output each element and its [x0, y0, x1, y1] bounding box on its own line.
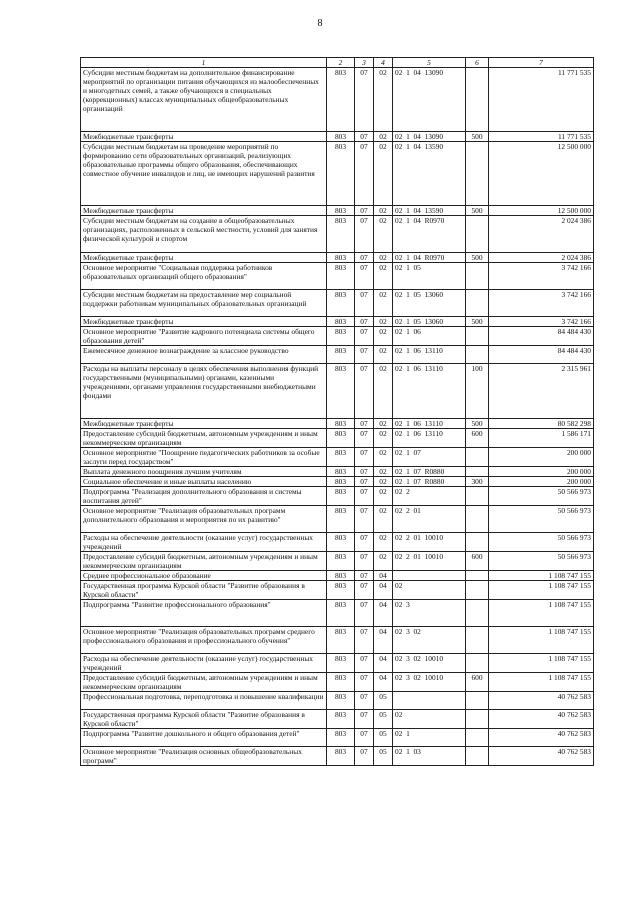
row-ministry-code: 803 [327, 132, 355, 142]
row-expense-type [466, 692, 489, 710]
row-target-article: 02 1 04 13090 [393, 68, 466, 132]
row-target-article: 02 1 06 13110 [393, 419, 466, 429]
row-section-code: 07 [355, 253, 374, 263]
row-section-code: 07 [355, 263, 374, 290]
row-amount: 12 500 000 [489, 142, 594, 206]
row-description: Подпрограмма "Реализация дополнительного образования и системы воспитания детей" [81, 487, 327, 506]
row-description: Основное мероприятие "Реализация образовательных программ среднего профессионального образования и профессионального обучения" [81, 627, 327, 654]
row-description: Предоставление субсидий бюджетным, автономным учреждениям и иным некоммерческим организациям [81, 429, 327, 448]
row-target-article: 02 1 07 R0880 [393, 477, 466, 487]
row-expense-type [466, 290, 489, 317]
row-amount: 40 762 583 [489, 710, 594, 729]
table-row [81, 263, 594, 290]
table-row [81, 448, 594, 467]
row-subsection-code: 02 [374, 216, 393, 253]
table-row [81, 253, 594, 263]
row-subsection-code: 02 [374, 132, 393, 142]
row-ministry-code: 803 [327, 364, 355, 419]
row-section-code: 07 [355, 673, 374, 692]
row-ministry-code: 803 [327, 429, 355, 448]
row-expense-type [466, 654, 489, 673]
row-subsection-code: 02 [374, 419, 393, 429]
row-expense-type [466, 327, 489, 346]
row-description: Государственная программа Курской области "Развитие образования в Курской области" [81, 581, 327, 600]
table-row [81, 600, 594, 627]
row-subsection-code: 02 [374, 346, 393, 364]
row-ministry-code: 803 [327, 571, 355, 581]
row-target-article: 02 3 02 [393, 627, 466, 654]
row-section-code: 07 [355, 419, 374, 429]
row-expense-type: 500 [466, 132, 489, 142]
table-row [81, 68, 594, 132]
row-target-article: 02 1 05 [393, 263, 466, 290]
row-description: Государственная программа Курской области "Развитие образования в Курской области" [81, 710, 327, 729]
row-description: Межбюджетные трансферты [81, 317, 327, 327]
row-ministry-code: 803 [327, 552, 355, 571]
row-amount: 1 108 747 155 [489, 627, 594, 654]
row-amount: 84 484 430 [489, 327, 594, 346]
row-amount: 2 024 386 [489, 216, 594, 253]
row-amount: 50 566 973 [489, 487, 594, 506]
row-target-article [393, 692, 466, 710]
row-target-article: 02 1 04 13590 [393, 142, 466, 206]
row-subsection-code: 02 [374, 263, 393, 290]
row-subsection-code: 02 [374, 477, 393, 487]
row-target-article: 02 1 05 13060 [393, 290, 466, 317]
row-ministry-code: 803 [327, 142, 355, 206]
row-target-article: 02 1 05 13060 [393, 317, 466, 327]
row-amount: 1 586 171 [489, 429, 594, 448]
row-ministry-code: 803 [327, 327, 355, 346]
table-row [81, 729, 594, 747]
row-subsection-code: 02 [374, 448, 393, 467]
row-subsection-code: 02 [374, 487, 393, 506]
header-cell: 3 [355, 58, 374, 68]
row-expense-type: 600 [466, 429, 489, 448]
table-row [81, 346, 594, 364]
row-section-code: 07 [355, 206, 374, 216]
row-subsection-code: 02 [374, 327, 393, 346]
row-ministry-code: 803 [327, 581, 355, 600]
row-target-article: 02 1 07 [393, 448, 466, 467]
row-target-article: 02 1 06 [393, 327, 466, 346]
row-subsection-code: 04 [374, 673, 393, 692]
row-ministry-code: 803 [327, 346, 355, 364]
row-ministry-code: 803 [327, 206, 355, 216]
table-row [81, 506, 594, 533]
table-row [81, 692, 594, 710]
row-description: Субсидии местным бюджетам на дополнительное финансирование мероприятий по организации питания обучающихся из малообеспеченных и многодетных семей, а также обучающихся в специальных (коррекционных) классах муниципальных общеобразовательных организаций [81, 68, 327, 132]
row-subsection-code: 02 [374, 317, 393, 327]
table-row [81, 654, 594, 673]
row-amount: 1 108 747 155 [489, 571, 594, 581]
row-amount: 3 742 166 [489, 317, 594, 327]
row-description: Основное мероприятие "Развитие кадрового потенциала системы общего образования детей" [81, 327, 327, 346]
row-subsection-code: 02 [374, 253, 393, 263]
row-section-code: 07 [355, 467, 374, 477]
table-row [81, 419, 594, 429]
row-subsection-code: 04 [374, 571, 393, 581]
row-amount: 3 742 166 [489, 263, 594, 290]
row-target-article: 02 2 01 10010 [393, 552, 466, 571]
row-expense-type: 600 [466, 673, 489, 692]
row-subsection-code: 02 [374, 533, 393, 552]
row-section-code: 07 [355, 581, 374, 600]
row-target-article: 02 [393, 581, 466, 600]
row-expense-type [466, 710, 489, 729]
row-ministry-code: 803 [327, 317, 355, 327]
row-subsection-code: 02 [374, 68, 393, 132]
row-section-code: 07 [355, 364, 374, 419]
row-ministry-code: 803 [327, 600, 355, 627]
row-description: Межбюджетные трансферты [81, 132, 327, 142]
row-subsection-code: 04 [374, 627, 393, 654]
row-expense-type [466, 747, 489, 766]
row-subsection-code: 02 [374, 429, 393, 448]
row-amount: 1 108 747 155 [489, 600, 594, 627]
row-subsection-code: 05 [374, 747, 393, 766]
row-section-code: 07 [355, 448, 374, 467]
row-expense-type: 100 [466, 364, 489, 419]
row-description: Межбюджетные трансферты [81, 253, 327, 263]
row-description: Субсидии местным бюджетам на предоставление мер социальной поддержки работникам муниципальных образовательных организаций [81, 290, 327, 317]
table-row [81, 429, 594, 448]
row-subsection-code: 05 [374, 692, 393, 710]
row-ministry-code: 803 [327, 747, 355, 766]
row-section-code: 07 [355, 68, 374, 132]
row-amount: 11 771 535 [489, 68, 594, 132]
row-ministry-code: 803 [327, 533, 355, 552]
row-amount: 50 566 973 [489, 506, 594, 533]
budget-table [80, 57, 594, 766]
row-ministry-code: 803 [327, 692, 355, 710]
row-description: Подпрограмма "Развитие дошкольного и общего образования детей" [81, 729, 327, 747]
row-target-article: 02 2 01 [393, 506, 466, 533]
row-subsection-code: 04 [374, 581, 393, 600]
table-row [81, 317, 594, 327]
row-section-code: 07 [355, 132, 374, 142]
header-cell: 6 [466, 58, 489, 68]
row-ministry-code: 803 [327, 627, 355, 654]
row-section-code: 07 [355, 747, 374, 766]
row-expense-type [466, 729, 489, 747]
row-section-code: 07 [355, 533, 374, 552]
row-subsection-code: 02 [374, 552, 393, 571]
row-target-article: 02 1 06 13110 [393, 429, 466, 448]
row-description: Субсидии местным бюджетам на проведение мероприятий по формированию сети образовательных организаций, реализующих образовательные программы общего образования, обеспечивающих совместное обучение инвалидов и лиц, не имеющих нарушений развития [81, 142, 327, 206]
row-description: Предоставление субсидий бюджетным, автономным учреждениям и иным некоммерческим организациям [81, 673, 327, 692]
table-row [81, 487, 594, 506]
row-amount: 40 762 583 [489, 729, 594, 747]
table-row [81, 673, 594, 692]
row-target-article: 02 1 07 R0880 [393, 467, 466, 477]
row-description: Предоставление субсидий бюджетным, автономным учреждениям и иным некоммерческим организациям [81, 552, 327, 571]
row-section-code: 07 [355, 552, 374, 571]
row-description: Выплата денежного поощрения лучшим учителям [81, 467, 327, 477]
row-subsection-code: 02 [374, 206, 393, 216]
table-row [81, 533, 594, 552]
row-description: Основное мероприятие "Реализация образовательных программ дополнительного образования и мероприятия по их развитию" [81, 506, 327, 533]
table-row [81, 747, 594, 766]
row-ministry-code: 803 [327, 506, 355, 533]
row-description: Ежемесячное денежное вознаграждение за классное руководство [81, 346, 327, 364]
row-subsection-code: 05 [374, 710, 393, 729]
row-amount: 200 000 [489, 448, 594, 467]
header-cell: 7 [489, 58, 594, 68]
row-description: Расходы на выплаты персоналу в целях обеспечения выполнения функций государственными (муниципальными) органами, казенными учреждениями, органами управления государственными внебюджетными фондами [81, 364, 327, 419]
row-amount: 40 762 583 [489, 692, 594, 710]
table-row [81, 627, 594, 654]
row-target-article: 02 1 06 13110 [393, 364, 466, 419]
row-target-article: 02 3 [393, 600, 466, 627]
row-amount: 3 742 166 [489, 290, 594, 317]
row-subsection-code: 02 [374, 290, 393, 317]
row-section-code: 07 [355, 729, 374, 747]
row-description: Субсидии местным бюджетам на создание в общеобразовательных организациях, расположенных в сельской местности, условий для занятия физической культурой и спортом [81, 216, 327, 253]
row-section-code: 07 [355, 571, 374, 581]
row-ministry-code: 803 [327, 253, 355, 263]
row-section-code: 07 [355, 710, 374, 729]
row-section-code: 07 [355, 216, 374, 253]
row-section-code: 07 [355, 487, 374, 506]
row-expense-type: 500 [466, 419, 489, 429]
row-ministry-code: 803 [327, 654, 355, 673]
row-subsection-code: 02 [374, 364, 393, 419]
row-description: Основное мероприятие "Поощрение педагогических работников за особые заслуги перед государством" [81, 448, 327, 467]
row-description: Межбюджетные трансферты [81, 419, 327, 429]
row-target-article: 02 1 06 13110 [393, 346, 466, 364]
row-target-article: 02 2 01 10010 [393, 533, 466, 552]
row-amount: 40 762 583 [489, 747, 594, 766]
row-amount: 80 582 298 [489, 419, 594, 429]
table-row [81, 142, 594, 206]
row-section-code: 07 [355, 506, 374, 533]
row-ministry-code: 803 [327, 448, 355, 467]
row-target-article: 02 1 [393, 729, 466, 747]
row-subsection-code: 05 [374, 729, 393, 747]
row-amount: 12 500 000 [489, 206, 594, 216]
row-target-article: 02 1 04 R0970 [393, 253, 466, 263]
header-cell: 1 [81, 58, 327, 68]
row-section-code: 07 [355, 627, 374, 654]
row-amount: 1 108 747 155 [489, 673, 594, 692]
table-row [81, 216, 594, 253]
row-amount: 1 108 747 155 [489, 581, 594, 600]
row-description: Подпрограмма "Развитие профессионального образования" [81, 600, 327, 627]
table-row [81, 477, 594, 487]
row-amount: 50 566 973 [489, 552, 594, 571]
row-section-code: 07 [355, 290, 374, 317]
table-row [81, 206, 594, 216]
row-ministry-code: 803 [327, 216, 355, 253]
row-ministry-code: 803 [327, 290, 355, 317]
table-row [81, 467, 594, 477]
row-ministry-code: 803 [327, 673, 355, 692]
row-ministry-code: 803 [327, 729, 355, 747]
header-cell: 5 [393, 58, 466, 68]
row-description: Основное мероприятие "Социальная поддержка работников образовательных организаций общего образования" [81, 263, 327, 290]
row-expense-type [466, 533, 489, 552]
row-expense-type [466, 467, 489, 477]
table-row [81, 327, 594, 346]
row-expense-type: 500 [466, 206, 489, 216]
row-ministry-code: 803 [327, 263, 355, 290]
row-expense-type: 300 [466, 477, 489, 487]
table-row [81, 581, 594, 600]
row-ministry-code: 803 [327, 467, 355, 477]
page-number: 8 [317, 18, 323, 29]
row-subsection-code: 04 [374, 654, 393, 673]
row-expense-type: 500 [466, 317, 489, 327]
row-expense-type [466, 581, 489, 600]
row-section-code: 07 [355, 600, 374, 627]
row-description: Расходы на обеспечение деятельности (оказание услуг) государственных учреждений [81, 533, 327, 552]
row-description: Основное мероприятие "Реализация основных общеобразовательных программ" [81, 747, 327, 766]
row-expense-type [466, 448, 489, 467]
row-expense-type [466, 346, 489, 364]
row-expense-type [466, 506, 489, 533]
row-target-article: 02 1 04 13090 [393, 132, 466, 142]
row-target-article: 02 [393, 710, 466, 729]
row-ministry-code: 803 [327, 710, 355, 729]
row-ministry-code: 803 [327, 477, 355, 487]
row-subsection-code: 02 [374, 506, 393, 533]
row-target-article: 02 3 02 10010 [393, 673, 466, 692]
row-target-article: 02 1 04 R0970 [393, 216, 466, 253]
table-row [81, 290, 594, 317]
row-description: Расходы на обеспечение деятельности (оказание услуг) государственных учреждений [81, 654, 327, 673]
header-cell: 4 [374, 58, 393, 68]
row-amount: 84 484 430 [489, 346, 594, 364]
row-ministry-code: 803 [327, 487, 355, 506]
table-row [81, 132, 594, 142]
row-target-article: 02 1 03 [393, 747, 466, 766]
row-subsection-code: 04 [374, 600, 393, 627]
row-amount: 2 024 386 [489, 253, 594, 263]
row-description: Социальное обеспечение и иные выплаты населению [81, 477, 327, 487]
row-description: Межбюджетные трансферты [81, 206, 327, 216]
row-amount: 11 771 535 [489, 132, 594, 142]
row-target-article: 02 3 02 10010 [393, 654, 466, 673]
row-expense-type [466, 216, 489, 253]
row-expense-type [466, 571, 489, 581]
table-row [81, 364, 594, 419]
row-expense-type [466, 487, 489, 506]
table-row [81, 571, 594, 581]
row-expense-type [466, 627, 489, 654]
row-section-code: 07 [355, 654, 374, 673]
row-ministry-code: 803 [327, 419, 355, 429]
row-ministry-code: 803 [327, 68, 355, 132]
row-description: Профессиональная подготовка, переподготовка и повышение квалификации [81, 692, 327, 710]
row-section-code: 07 [355, 317, 374, 327]
row-subsection-code: 02 [374, 467, 393, 477]
row-expense-type: 500 [466, 253, 489, 263]
row-target-article: 02 2 [393, 487, 466, 506]
row-expense-type [466, 142, 489, 206]
row-amount: 200 000 [489, 467, 594, 477]
row-amount: 2 315 961 [489, 364, 594, 419]
row-target-article: 02 1 04 13590 [393, 206, 466, 216]
row-subsection-code: 02 [374, 142, 393, 206]
row-section-code: 07 [355, 429, 374, 448]
table-row [81, 552, 594, 571]
row-section-code: 07 [355, 477, 374, 487]
row-section-code: 07 [355, 692, 374, 710]
row-expense-type: 600 [466, 552, 489, 571]
row-expense-type [466, 263, 489, 290]
row-description: Среднее профессиональное образование [81, 571, 327, 581]
row-section-code: 07 [355, 327, 374, 346]
row-amount: 200 000 [489, 477, 594, 487]
row-target-article [393, 571, 466, 581]
table-row [81, 710, 594, 729]
header-cell: 2 [327, 58, 355, 68]
table-header-row [81, 58, 594, 68]
row-section-code: 07 [355, 346, 374, 364]
row-expense-type [466, 68, 489, 132]
row-amount: 1 108 747 155 [489, 654, 594, 673]
row-section-code: 07 [355, 142, 374, 206]
row-amount: 50 566 973 [489, 533, 594, 552]
row-expense-type [466, 600, 489, 627]
